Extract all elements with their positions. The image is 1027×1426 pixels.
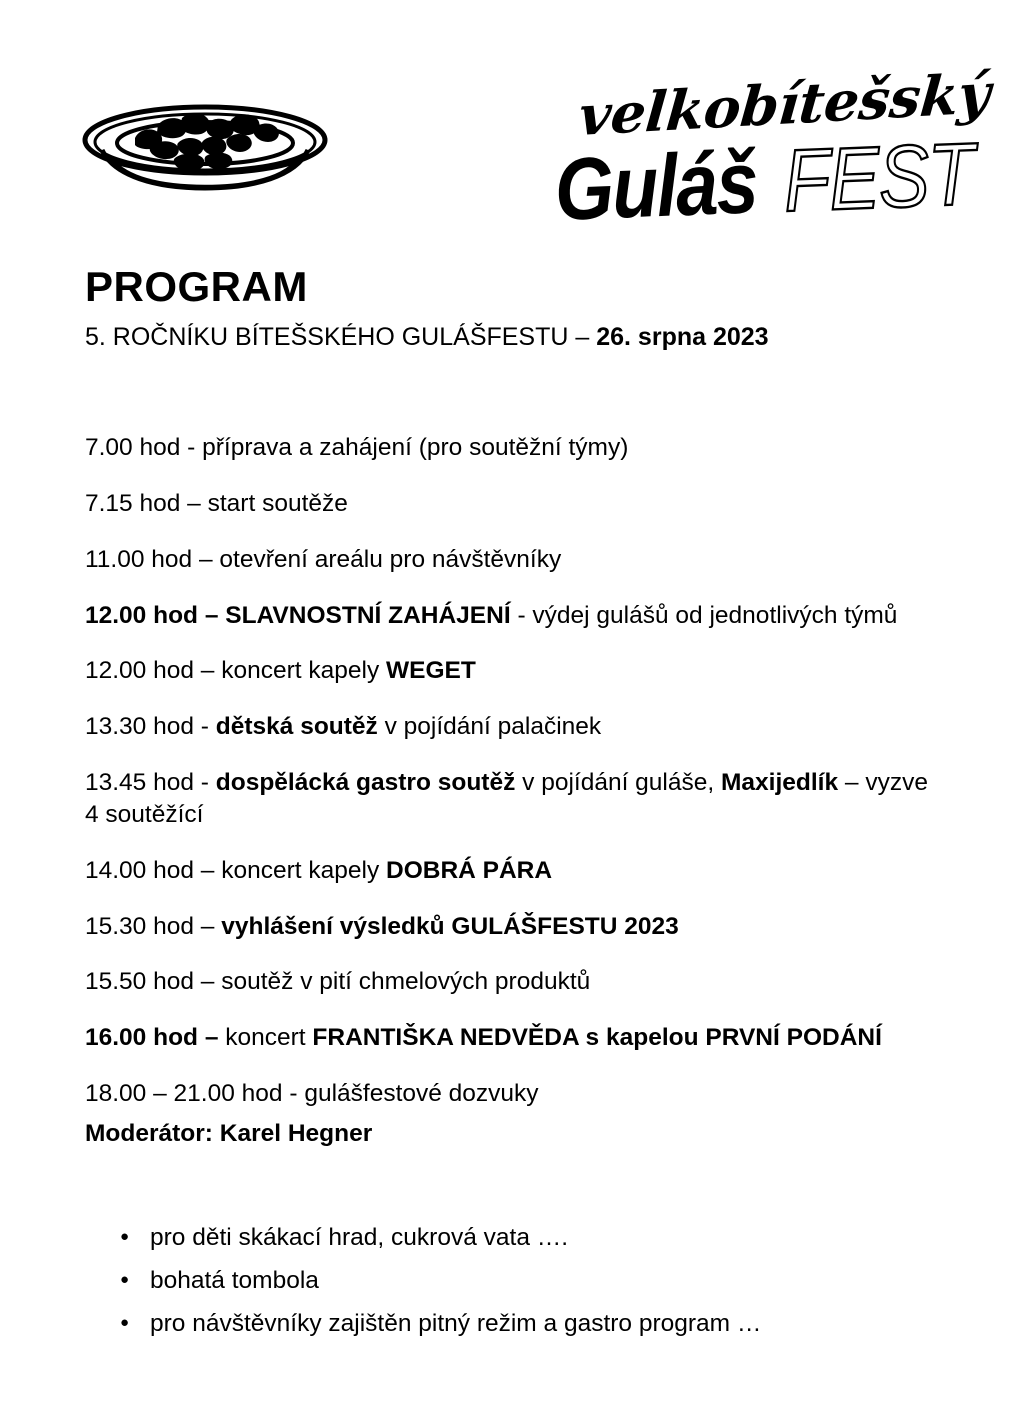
list-item: ● bohatá tombola [118, 1265, 918, 1297]
schedule-item [85, 911, 930, 943]
schedule-text: 15.50 hod – soutěž v pití chmelových produktů [85, 968, 591, 996]
schedule-item [85, 966, 930, 998]
brand-main-line [553, 123, 1006, 239]
schedule-emphasis: dospělácká gastro soutěž [215, 769, 516, 797]
extras-bullet-list [118, 1222, 918, 1351]
schedule-emphasis: 16.00 hod – [85, 1024, 219, 1052]
subtitle-lead: 5. ROČNÍKU BÍTEŠSKÉHO GULÁŠFESTU – [85, 323, 597, 351]
moderator-line: Moderátor: Karel Hegner [85, 1120, 373, 1147]
schedule-text: – vyzve 4 soutěžící [85, 769, 928, 828]
schedule-emphasis: Maxijedlík [721, 769, 839, 797]
schedule-emphasis: vyhlášení výsledků GULÁŠFESTU 2023 [221, 912, 679, 940]
schedule-text: 13.45 hod - [85, 769, 216, 797]
schedule-item [85, 711, 930, 743]
brand-fest-text: FEST [781, 123, 976, 231]
schedule-text: 18.00 – 21.00 hod - gulášfestové dozvuky [85, 1080, 539, 1108]
list-item: ● pro návštěvníky zajištěn pitný režim a gastro program … [118, 1308, 918, 1340]
list-item: ● pro děti skákací hrad, cukrová vata …. [118, 1222, 918, 1254]
schedule-text: 11.00 hod – otevření areálu pro návštěvníky [85, 545, 562, 573]
schedule-list [85, 432, 930, 1134]
subtitle-date: 26. srpna 2023 [596, 323, 769, 351]
schedule-text: 13.30 hod - [85, 713, 216, 741]
schedule-item [85, 600, 930, 632]
schedule-text: 14.00 hod – koncert kapely [85, 856, 387, 884]
schedule-item [85, 655, 930, 687]
schedule-item [85, 855, 930, 887]
schedule-text: - výdej gulášů od jednotlivých týmů [510, 601, 898, 629]
schedule-text: 15.30 hod – [85, 912, 222, 940]
schedule-item [85, 544, 930, 576]
schedule-emphasis: dětská soutěž [215, 713, 378, 741]
schedule-text: 12.00 hod – koncert kapely [85, 657, 387, 685]
brand-gulas-text: Guláš [553, 132, 759, 239]
schedule-text: v pojídání guláše, [515, 769, 721, 797]
schedule-item [85, 1078, 930, 1110]
page-title: PROGRAM [85, 263, 308, 311]
gulasfest-wordmark [553, 60, 993, 239]
schedule-emphasis: 12.00 hod – SLAVNOSTNÍ ZAHÁJENÍ [85, 601, 511, 629]
schedule-text: 7.00 hod - příprava a zahájení (pro soutěžní týmy) [85, 434, 629, 461]
poster-header [0, 0, 1027, 240]
schedule-item [85, 432, 930, 464]
schedule-emphasis: WEGET [386, 657, 476, 685]
schedule-item [85, 488, 930, 520]
brand-script-line: velkobítešský [576, 60, 993, 148]
schedule-emphasis: DOBRÁ PÁRA [386, 856, 553, 884]
schedule-emphasis: FRANTIŠKA NEDVĚDA s kapelou PRVNÍ PODÁNÍ [312, 1024, 882, 1052]
schedule-text: koncert [218, 1024, 313, 1052]
schedule-text: v pojídání palačinek [377, 713, 602, 741]
schedule-text: 7.15 hod – start soutěže [85, 489, 348, 517]
schedule-item [85, 767, 930, 831]
goulash-bowl-icon [80, 98, 330, 193]
schedule-item [85, 1022, 930, 1054]
subtitle [85, 322, 769, 353]
